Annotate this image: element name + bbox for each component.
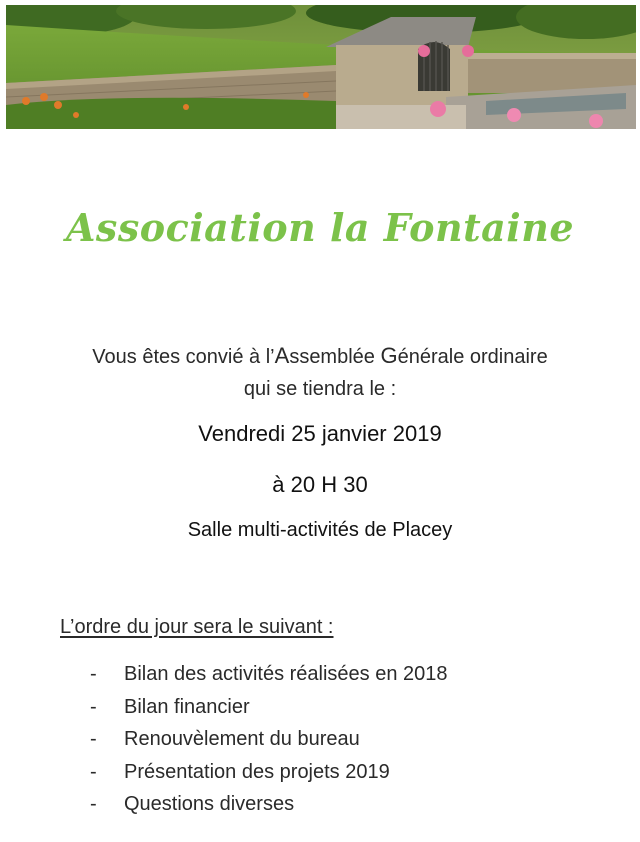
fountain-banner-image [6,5,636,129]
agenda-item [90,724,448,757]
event-date: Vendredi 25 janvier 2019 [198,421,442,446]
invitation-line-2: qui se tiendra le : [243,378,397,400]
bullet-dash: - [90,663,97,685]
bullet-dash: - [90,760,97,783]
agenda-item-text: Renouvèlement du bureau [124,728,360,750]
agenda-item [90,757,448,790]
invitation-line-1 [0,340,640,373]
agenda-title: L’ordre du jour sera le suivant : [60,616,334,638]
event-time: à 20 H 30 [272,472,368,497]
agenda-item-text: Présentation des projets 2019 [124,760,390,783]
agenda-item-text: Bilan des activités réalisées en 2018 [124,663,448,685]
invitation-line-1-mid: ssemblée [289,346,381,368]
agenda-item [90,692,448,725]
agenda-item-text: Questions diverses [124,793,295,815]
invitation-capital-g: G [380,343,398,368]
agenda-item [90,659,448,692]
invitation-text [0,340,640,405]
agenda-list [90,659,448,822]
bullet-dash: - [90,695,97,718]
agenda-item [90,789,448,822]
invitation-line-1-after: énérale ordinaire [397,346,548,368]
event-place: Salle multi-activités de Placey [187,519,453,541]
association-title: Association la Fontaine [65,205,575,250]
bullet-dash: - [90,793,97,815]
invitation-line-1-before: Vous êtes convié à l’ [92,346,275,368]
fountain-illustration [6,5,636,129]
bullet-dash: - [90,728,97,750]
agenda-item-text: Bilan financier [124,695,250,718]
invitation-capital-a: A [274,343,290,368]
